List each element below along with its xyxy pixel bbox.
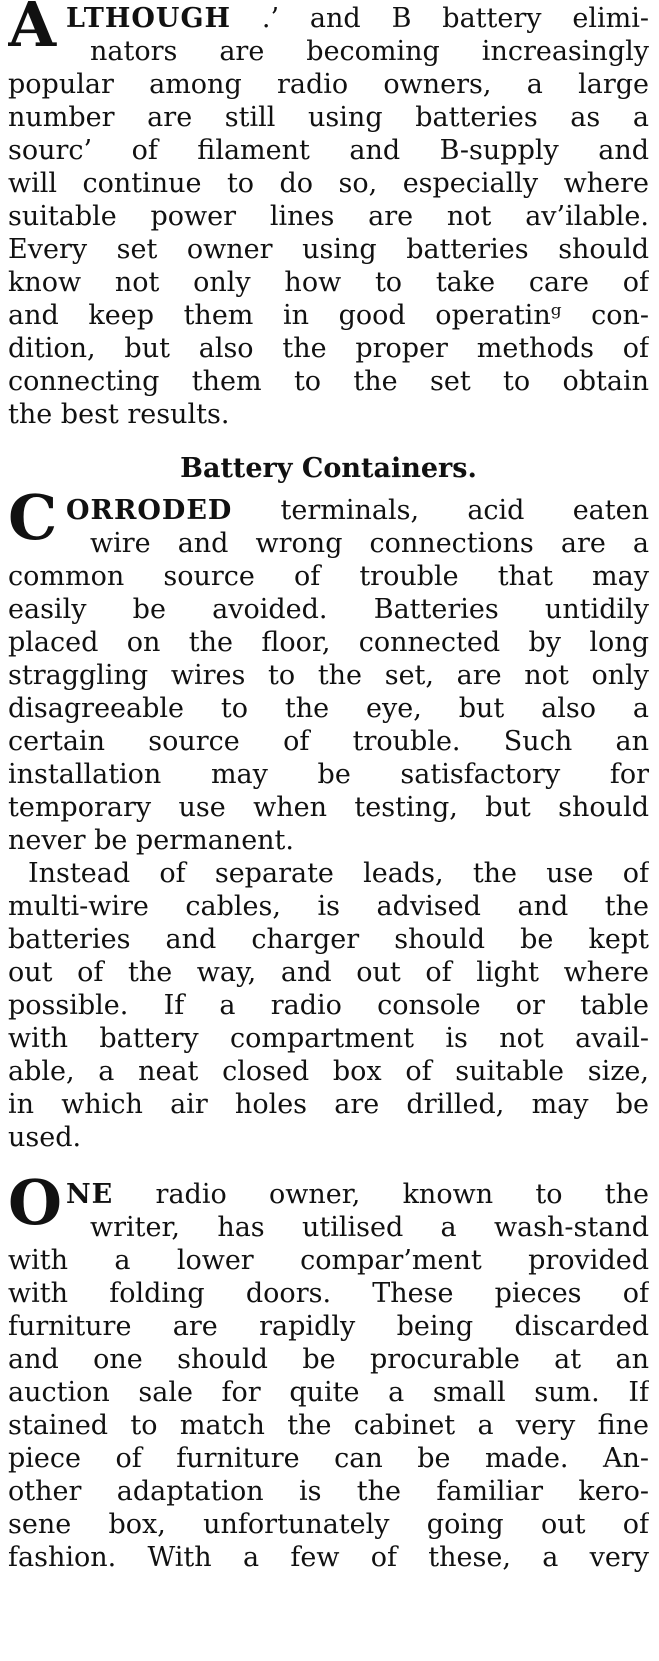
dropcap-a: A (8, 0, 57, 61)
para1-line: Every set owner using batteries should (8, 234, 649, 265)
para1-line: know not only how to take care of (8, 267, 649, 298)
para4-line: stained to match the cabinet a very fine (8, 1410, 649, 1441)
para4-line: piece of furniture can be made. An- (8, 1443, 649, 1474)
dropcap-c: C (8, 481, 58, 554)
para4-line: and one should be procurable at an (8, 1344, 649, 1375)
para1-line: nators are becoming increasingly (90, 36, 649, 67)
para2-line: wire and wrong connections are a (90, 528, 649, 559)
para3-line: able, a neat closed box of suitable size, (8, 1056, 649, 1087)
para3-line: used. (8, 1122, 82, 1153)
para3-line: possible. If a radio console or table (8, 990, 649, 1021)
para2-line: straggling wires to the set, are not only (8, 660, 649, 691)
para3-line: batteries and charger should be kept (8, 924, 649, 955)
para4-line: writer, has utilised a wash-stand (90, 1212, 649, 1243)
para4-line: sene box, unfortunately going out of (8, 1509, 649, 1540)
para2-line: never be permanent. (8, 825, 294, 856)
para3-line: in which air holes are drilled, may be (8, 1089, 649, 1120)
para2-line-1-rest: terminals, acid eaten (232, 495, 649, 526)
para2-line: common source of trouble that may (8, 561, 649, 592)
newspaper-column (8, 0, 649, 1661)
section-heading: Battery Containers. (180, 453, 477, 484)
para2-lead-word: ORRODED (66, 495, 233, 526)
para1-line-1-rest: .’ and B battery elimi- (231, 3, 649, 34)
para1-lead-word: LTHOUGH (66, 3, 232, 34)
para4-line: fashion. With a few of these, a very (8, 1542, 649, 1573)
para4-line: auction sale for quite a small sum. If (8, 1377, 649, 1408)
para1-line: the best results. (8, 399, 230, 430)
para4-line: other adaptation is the familiar kero- (8, 1476, 649, 1507)
para2-line: certain source of trouble. Such an (8, 726, 649, 757)
para2-line: disagreeable to the eye, but also a (8, 693, 649, 724)
dropcap-o: O (8, 1166, 63, 1239)
para1-line: dition, but also the proper methods of (8, 333, 649, 364)
para2-line: installation may be satisfactory for (8, 759, 649, 790)
para4-line-1-rest: radio owner, known to the (113, 1179, 649, 1210)
para1-line: will continue to do so, especially where (8, 168, 649, 199)
para1-line: number are still using batteries as a (8, 102, 649, 133)
para4-line: furniture are rapidly being discarded (8, 1311, 649, 1342)
para4-line: with folding doors. These pieces of (8, 1278, 649, 1309)
para3-line: with battery compartment is not avail- (8, 1023, 649, 1054)
para4-lead-word: NE (66, 1179, 114, 1210)
para1-line: sourc’ of filament and B-supply and (8, 135, 649, 166)
para1-line: and keep them in good operatinᵍ con- (8, 300, 649, 331)
para2-line: easily be avoided. Batteries untidily (8, 594, 649, 625)
para2-line: temporary use when testing, but should (8, 792, 649, 823)
para1-line: popular among radio owners, a large (8, 69, 649, 100)
para1-line-1 (66, 2, 649, 36)
para2-line: placed on the floor, connected by long (8, 627, 649, 658)
para4-line: with a lower compar’ment provided (8, 1245, 649, 1276)
para3-line: out of the way, and out of light where (8, 957, 649, 988)
para1-line: suitable power lines are not av’ilable. (8, 201, 649, 232)
para1-line: connecting them to the set to obtain (8, 366, 649, 397)
para4-line-1 (66, 1178, 649, 1212)
para3-line: multi-wire cables, is advised and the (8, 891, 649, 922)
para2-line-1 (66, 494, 649, 528)
para3-line: Instead of separate leads, the use of (28, 858, 649, 889)
